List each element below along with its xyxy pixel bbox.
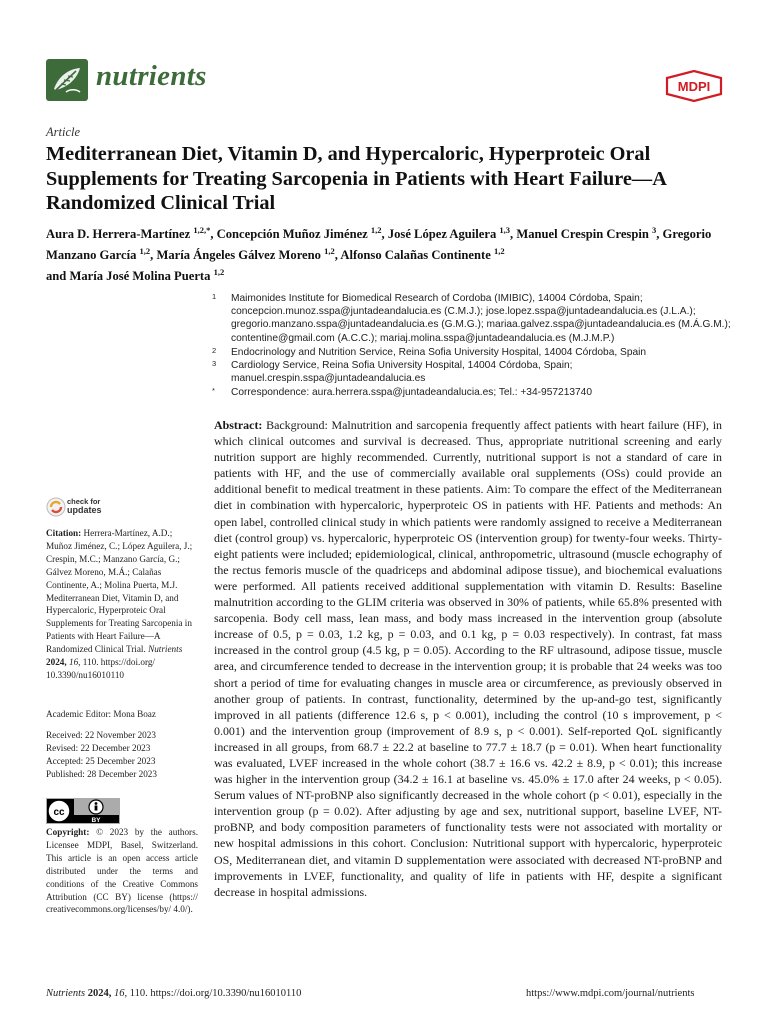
abstract-text: Background: Malnutrition and sarcopenia frequently affect patients with heart failure (HF), in which clinical outcomes and survival is decreased. Thus, appropriate nutritional screening and early nutrition support are highly recommended. Currently, nutritional support is not a standard of care in patients with HF, and the use of commercially available oral supplements (OSs) could provide an additional benefit to medical treatment in these patients. Aim: To compare the effect of the Mediterranean diet in combination with hypercaloric, hyperproteic OS in patients with HF. Patients and methods: An open label, controlled clinical study in which patients were randomly assigned to receive a Mediterranean diet (control group) vs. hypercaloric, hyperproteic OS (intervention group) for twenty-four weeks. Thirty-eight patients were included; epidemiological, clinical, anthropometric, ultrasound (muscle echography of the rectus femoris muscle of the quadriceps and abdominal adipose tissue), and biochemical evaluations were performed. All patients received additional supplementation with vitamin D. Results: Baseline malnutrition according to the GLIM criteria was observed in 30% of patients, while 65.8% presented with sarcopenia. Body cell mass, lean mass, and body mass increased in the intervention group (absolute increase of 0.5, p = 0.03, 1.2 kg, p = 0.03, and 0.1 kg, p = 0.03 respectively). In contrast, fat mass increased in the control group (4.5 kg, p = 0.05). According to the RF ultrasound, adipose tissue, muscle area, and circumference tended to decrease in the intervention group; it is probable that 24 weeks was too short a period of time for evaluating changes in muscle area or circumference, as previously observed in another group of patients. In contrast, functionality, determined by the up-and-go test, significantly improved in all patients (difference 12.6 s, p < 0.001), including the control (10 s improvement, p < 0.001) and the intervention group (improvement of 8.9 s, p < 0.001). Self-reported QoL significantly increased in all groups, from 68.7 ± 22.2 at baseline to 77.7 ± 18.7 (p = 0.01). When heart functionality was evaluated, LVEF increased in the whole cohort (38.7 ± 16.6 vs. 42.2 ± 8.9, p < 0.01); this increase was higher in the intervention group (34.2 ± 16.1 at baseline vs. 45.0% ± 17.0 after 24 weeks, p < 0.05). Serum values of NT-proBNP also significantly decreased in the whole cohort (p < 0.01), especially in the intervention group (p = 0.02). After adjusting by age and sex, nutritional support, baseline LVEF, NT-proBNP, and body composition parameters of functionality tests were not associated with mortality or new hospital admissions in this cohort. Conclusion: Nutritional support with hypercaloric, hyperproteic OS, Mediterranean diet, and vitamin D supplementation were associated with decreased NT-proBNP and improvements in LVEF, functionality, and quality of life in patients with HF, despite a significant decrease in hospital admissions.	[214, 418, 722, 899]
accepted-date: Accepted: 25 December 2023	[46, 755, 156, 766]
svg-text:BY: BY	[91, 817, 101, 824]
abstract-label: Abstract:	[214, 418, 263, 432]
citation-block: Citation: Herrera-Martínez, A.D.; Muñoz Jiménez, C.; López Aguilera, J.; Crespin, M.C.; Manzano García, G.; Gálvez Moreno, M.Á.; Calañas Continente, A.; Molina Puerta, M.J. Mediterranean Diet, Vitamin D, and Hypercaloric, Hyperproteic Oral Supplements for Treating Sarcopenia in Patients with Heart Failure—A Randomized Clinical Trial. Nutrients 2024, 16, 110. https://doi.org/ 10.3390/nu16010110	[46, 528, 193, 680]
nutrients-logo	[46, 59, 88, 101]
affiliation-item: 1 Maimonides Institute for Biomedical Research of Cordoba (IMIBIC), 14004 Córdoba, Spain; concepcion.munoz.sspa@juntadeandalucia.es (C.M.J.); jose.lopez.sspa@juntadeandalucia.es (J.L.A.); gregorio.manzano.sspa@juntadeandalucia.es (G.M.G.); mariaa.galvez.sspa@juntadeandalucia.es (M.Á.G.M.); contentine@gmail.com (A.C.C.); mariaj.molina.sspa@juntadeandalucia.es (M.J.M.P.)	[212, 292, 731, 344]
author: Gregorio Manzano García	[46, 227, 712, 263]
author: José López Aguilera	[387, 227, 497, 242]
author: María José Molina Puerta	[69, 269, 211, 284]
svg-text:cc: cc	[53, 807, 65, 818]
svg-text:MDPI: MDPI	[677, 79, 711, 94]
abstract	[214, 417, 722, 900]
article-type: Article	[46, 125, 81, 139]
received-date: Received: 22 November 2023	[46, 730, 156, 740]
footer-citation: Nutrients 2024, 16, 110. https://doi.org/10.3390/nu16010110	[46, 988, 302, 999]
check-for-updates-icon[interactable]	[46, 497, 66, 517]
affiliations	[212, 292, 732, 400]
author: María Ángeles Gálvez Moreno	[156, 248, 321, 263]
author-list: Aura D. Herrera-Martínez $^{1,2,*}$, Concepción Muñoz Jiménez $^{1,2}$, José López Aguilera $^{1,3}$, Manuel Crespin Crespin $^3$, Gregorio Manzano García $^{1,2}$, María Ángeles Gálvez Moreno $^{1,2}$, Alfonso Calañas Continente $^{1,2}$ and María José Molina Puerta $^{1,2}$	[46, 225, 712, 284]
academic-editor: Academic Editor: Mona Boaz	[46, 709, 156, 719]
affiliation-item: 2 Endocrinology and Nutrition Service, Reina Sofia University Hospital, 14004 Córdoba, Spain	[212, 345, 647, 358]
check-for-updates-label[interactable]: check for updates	[67, 497, 102, 515]
author: Alfonso Calañas Continente	[340, 248, 491, 263]
footer-journal-url[interactable]: https://www.mdpi.com/journal/nutrients	[526, 988, 695, 999]
cc-by-license-icon[interactable]	[46, 798, 120, 824]
author: Manuel Crespin Crespin	[516, 227, 649, 242]
journal-name: nutrients	[96, 60, 207, 92]
affiliation-item: 3 Cardiology Service, Reina Sofia University Hospital, 14004 Córdoba, Spain; manuel.crespin.sspa@juntadeandalucia.es	[212, 359, 573, 385]
publication-dates	[46, 729, 198, 781]
correspondence: * Correspondence: aura.herrera.sspa@juntadeandalucia.es; Tel.: +34-957213740	[212, 386, 593, 399]
author: Concepción Muñoz Jiménez	[216, 227, 368, 242]
revised-date: Revised: 22 December 2023	[46, 742, 151, 753]
copyright-notice: Copyright: © 2023 by the authors. Licensee MDPI, Basel, Switzerland. This article is an open access article distributed under the terms and conditions of the Creative Commons Attribution (CC BY) license (https:// creativecommons.org/licenses/by/ 4.0/).	[46, 827, 198, 915]
article-title: Mediterranean Diet, Vitamin D, and Hypercaloric, Hyperproteic Oral Supplements for Treating Sarcopenia in Patients with Heart Failure—A Randomized Clinical Trial	[46, 143, 666, 214]
author: Aura D. Herrera-Martínez	[46, 227, 191, 242]
published-date: Published: 28 December 2023	[46, 768, 157, 779]
mdpi-logo[interactable]	[665, 70, 723, 102]
